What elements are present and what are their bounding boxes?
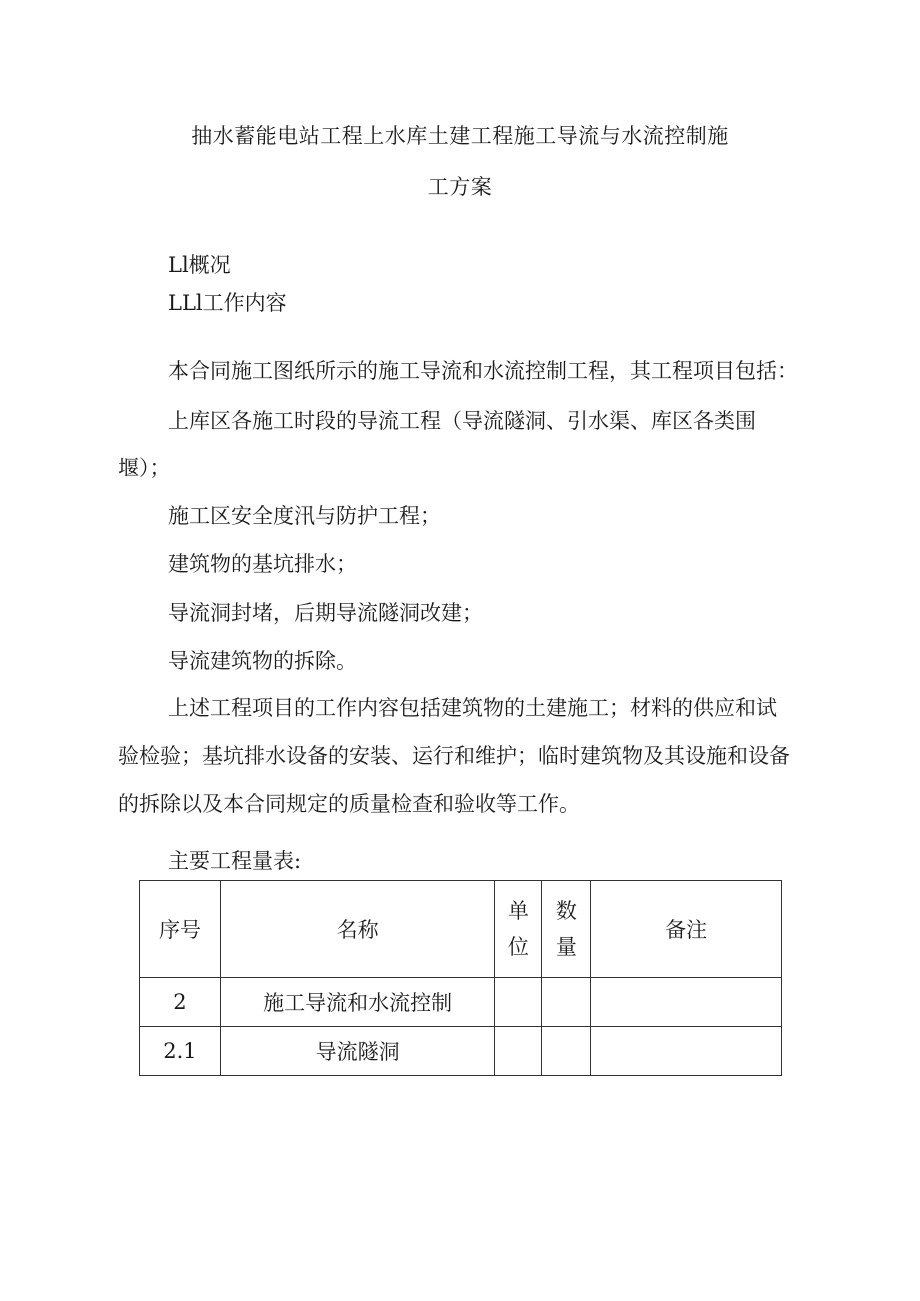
list-item-pit-drainage: 建筑物的基坑排水；: [168, 552, 357, 576]
list-item-flood-safety: 施工区安全度汛与防护工程；: [168, 504, 441, 528]
cell-index: 2.1: [140, 1027, 221, 1076]
paragraph-scope-line-1: 上述工程项目的工作内容包括建筑物的土建施工；材料的供应和试: [168, 696, 777, 720]
cell-name: 导流隧洞: [220, 1027, 495, 1076]
document-title-line-2: 工方案: [427, 175, 493, 199]
paragraph-scope-line-3: 的拆除以及本合同规定的质量检查和验收等工作。: [118, 792, 580, 816]
header-remark: 备注: [591, 881, 782, 978]
cell-quantity: [542, 1027, 591, 1076]
header-quantity-char-2: 量: [555, 935, 577, 959]
header-unit-char-1: 单: [507, 899, 529, 923]
document-title-line-1: 抽水蓄能电站工程上水库土建工程施工导流与水流控制施: [191, 124, 729, 148]
header-index: 序号: [140, 881, 221, 978]
table-header-row: [140, 881, 782, 978]
header-unit-char-2: 位: [507, 935, 529, 959]
table-row: [140, 978, 782, 1027]
cell-quantity: [542, 978, 591, 1027]
paragraph-intro: 本合同施工图纸所示的施工导流和水流控制工程，其工程项目包括：: [168, 359, 798, 383]
cell-index: 2: [140, 978, 221, 1027]
list-item-tunnel-plugging: 导流洞封堵，后期导流隧洞改建；: [168, 601, 483, 625]
header-unit: [495, 881, 542, 978]
cell-remark: [591, 978, 782, 1027]
cell-remark: [591, 1027, 782, 1076]
quantity-table: [139, 880, 782, 1076]
list-item-diversion-line-1: 上库区各施工时段的导流工程（导流隧洞、引水渠、库区各类围: [168, 409, 756, 433]
list-item-diversion-line-2: 堰）；: [118, 456, 171, 480]
section-heading-overview: Ll概况: [168, 253, 231, 277]
table-caption: 主要工程量表:: [168, 849, 302, 873]
cell-unit: [495, 1027, 542, 1076]
header-quantity-char-1: 数: [555, 899, 577, 923]
cell-unit: [495, 978, 542, 1027]
table-row: [140, 1027, 782, 1076]
header-quantity: [542, 881, 591, 978]
list-item-demolition: 导流建筑物的拆除。: [168, 649, 357, 673]
header-name: 名称: [220, 881, 495, 978]
paragraph-scope-line-2: 验检验；基坑排水设备的安装、运行和维护；临时建筑物及其设施和设备: [118, 744, 790, 768]
section-heading-work-content: LLl工作内容: [168, 291, 287, 315]
cell-name: 施工导流和水流控制: [220, 978, 495, 1027]
